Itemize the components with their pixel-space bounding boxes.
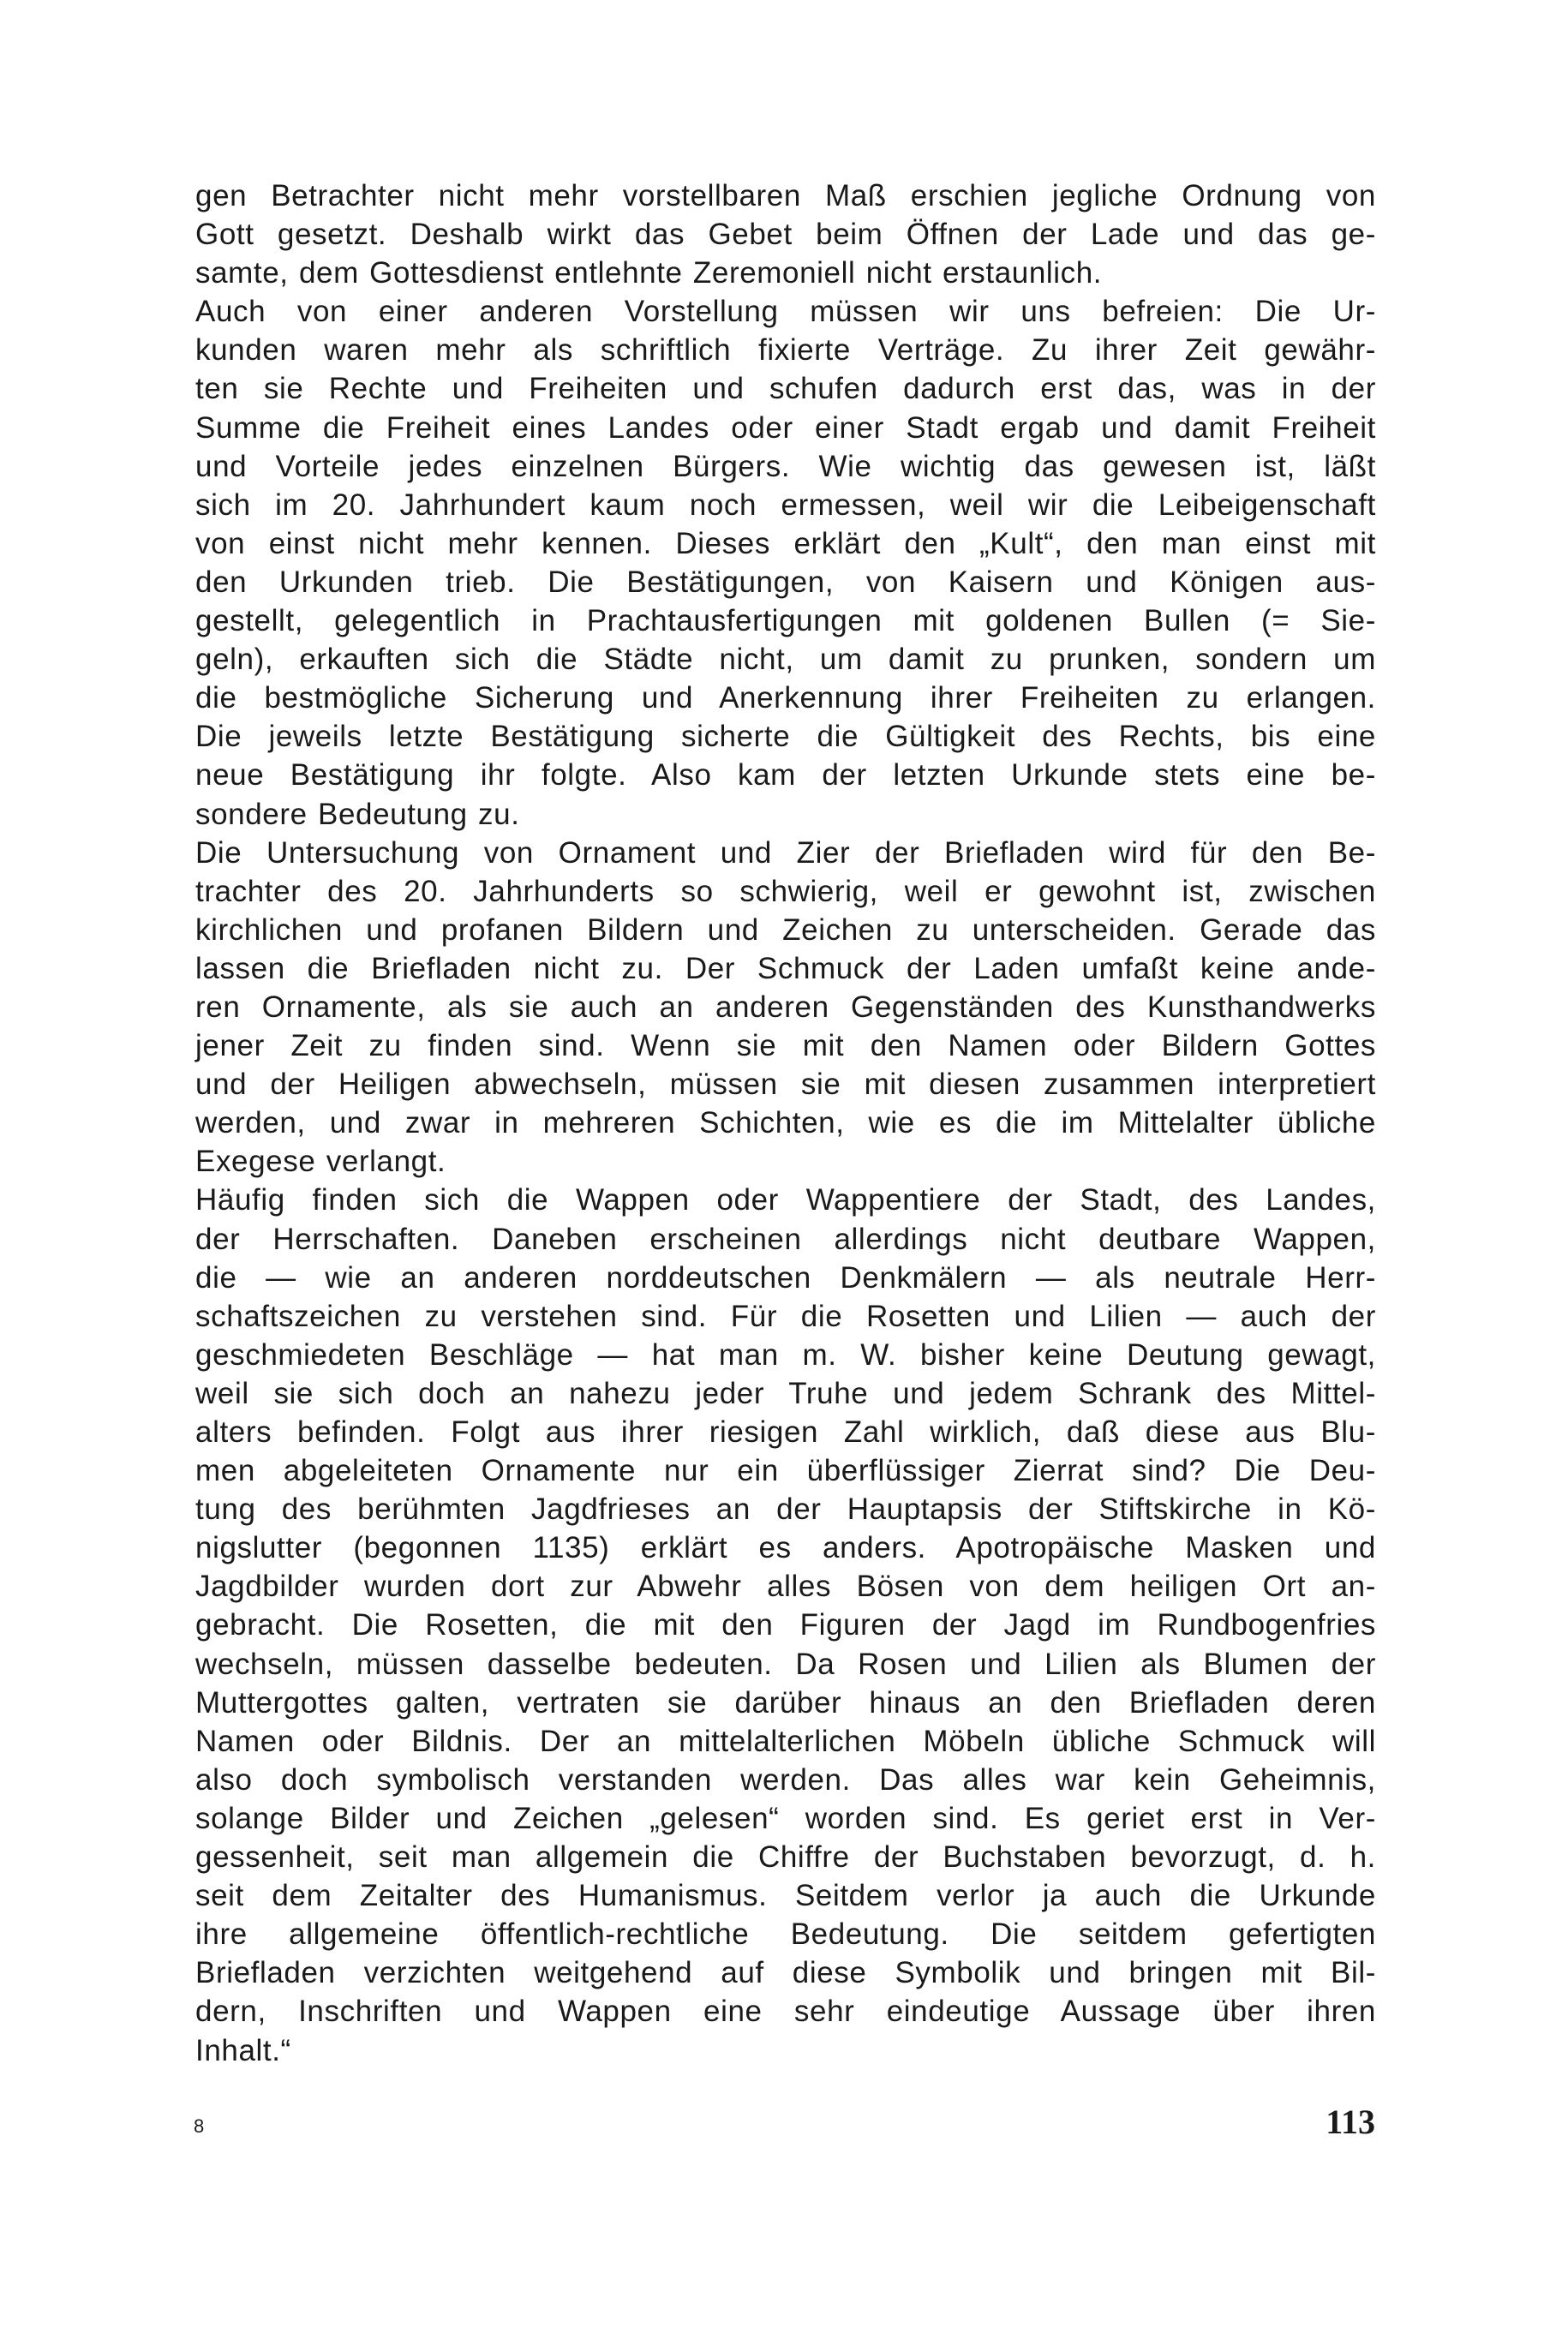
text-line: den Urkunden trieb. Die Bestätigungen, von Kaisern und Königen aus- <box>195 565 1376 599</box>
page-number: 113 <box>1326 2103 1375 2141</box>
text-line: weil sie sich doch an nahezu jeder Truhe und jedem Schrank des Mittel- <box>195 1376 1376 1410</box>
text-line: geschmiedeten Beschläge — hat man m. W. bisher keine Deutung gewagt, <box>195 1337 1376 1372</box>
text-line: Exegese verlangt. <box>195 1145 446 1179</box>
text-line: lassen die Briefladen nicht zu. Der Schmuck der Laden umfaßt keine ande- <box>195 951 1376 985</box>
text-line: also doch symbolisch verstanden werden. Das alles war kein Geheimnis, <box>195 1762 1376 1797</box>
text-line: gebracht. Die Rosetten, die mit den Figuren der Jagd im Rundbogenfries <box>195 1608 1376 1642</box>
text-line: sondere Bedeutung zu. <box>195 797 520 831</box>
text-line: Muttergottes galten, vertraten sie darüber hinaus an den Briefladen deren <box>195 1685 1376 1720</box>
signature-mark: 8 <box>194 2115 205 2137</box>
text-line: ihre allgemeine öffentlich-rechtliche Bedeutung. Die seitdem gefertigten <box>195 1917 1376 1952</box>
text-line: geln), erkauften sich die Städte nicht, um damit zu prunken, sondern um <box>195 643 1376 677</box>
text-line: der Herrschaften. Daneben erscheinen allerdings nicht deutbare Wappen, <box>195 1222 1376 1256</box>
text-line: ten sie Rechte und Freiheiten und schufen dadurch erst das, was in der <box>195 372 1376 406</box>
text-line: Namen oder Bildnis. Der an mittelalterlichen Möbeln übliche Schmuck will <box>195 1724 1376 1758</box>
text-line: samte, dem Gottesdienst entlehnte Zeremoniell nicht erstaunlich. <box>195 256 1103 290</box>
text-line: und Vorteile jedes einzelnen Bürgers. Wie wichtig das gewesen ist, läßt <box>195 449 1376 483</box>
text-line: trachter des 20. Jahrhunderts so schwierig, weil er gewohnt ist, zwischen <box>195 874 1376 908</box>
text-line: solange Bilder und Zeichen „gelesen“ worden sind. Es geriet erst in Ver- <box>195 1801 1376 1835</box>
text-line: sich im 20. Jahrhundert kaum noch ermessen, weil wir die Leibeigenschaft <box>195 488 1376 522</box>
text-line: die bestmögliche Sicherung und Anerkennung ihrer Freiheiten zu erlangen. <box>195 681 1376 715</box>
text-line: Inhalt.“ <box>195 2033 291 2067</box>
body-text <box>195 176 1376 2070</box>
text-line: nigslutter (begonnen 1135) erklärt es anders. Apotropäische Masken und <box>195 1531 1376 1565</box>
text-line: alters befinden. Folgt aus ihrer riesigen Zahl wirklich, daß diese aus Blu- <box>195 1415 1376 1449</box>
text-line: werden, und zwar in mehreren Schichten, wie es die im Mittelalter übliche <box>195 1106 1376 1140</box>
text-line: gen Betrachter nicht mehr vorstellbaren Maß erschien jegliche Ordnung von <box>195 179 1376 212</box>
text-line: Auch von einer anderen Vorstellung müssen wir uns befreien: Die Ur- <box>195 295 1376 329</box>
text-line: gessenheit, seit man allgemein die Chiffre der Buchstaben bevorzugt, d. h. <box>195 1840 1376 1875</box>
text-line: gestellt, gelegentlich in Prachtausfertigungen mit goldenen Bullen (= Sie- <box>195 604 1376 638</box>
text-line: kunden waren mehr als schriftlich fixierte Verträge. Zu ihrer Zeit gewähr- <box>195 333 1376 368</box>
text-line: Summe die Freiheit eines Landes oder einer Stadt ergab und damit Freiheit <box>195 410 1376 445</box>
text-line: seit dem Zeitalter des Humanismus. Seitdem verlor ja auch die Urkunde <box>195 1879 1376 1913</box>
text-line: wechseln, müssen dasselbe bedeuten. Da Rosen und Lilien als Blumen der <box>195 1647 1376 1681</box>
text-line: von einst nicht mehr kennen. Dieses erklärt den „Kult“, den man einst mit <box>195 526 1376 560</box>
text-line: tung des berühmten Jagdfrieses an der Hauptapsis der Stiftskirche in Kö- <box>195 1493 1376 1527</box>
text-line: kirchlichen und profanen Bildern und Zeichen zu unterscheiden. Gerade das <box>195 912 1376 947</box>
text-line: Die jeweils letzte Bestätigung sicherte die Gültigkeit des Rechts, bis eine <box>195 720 1376 754</box>
text-line: und der Heiligen abwechseln, müssen sie mit diesen zusammen interpretiert <box>195 1068 1376 1102</box>
text-line: jener Zeit zu finden sind. Wenn sie mit den Namen oder Bildern Gottes <box>195 1029 1376 1063</box>
text-line: Gott gesetzt. Deshalb wirkt das Gebet beim Öffnen der Lade und das ge- <box>195 218 1376 252</box>
text-line: men abgeleiteten Ornamente nur ein überflüssiger Zierrat sind? Die Deu- <box>195 1454 1376 1488</box>
text-line: Häufig finden sich die Wappen oder Wappentiere der Stadt, des Landes, <box>195 1183 1376 1217</box>
text-line: neue Bestätigung ihr folgte. Also kam der letzten Urkunde stets eine be- <box>195 758 1376 793</box>
text-line: Die Untersuchung von Ornament und Zier der Briefladen wird für den Be- <box>195 835 1376 870</box>
text-line: Briefladen verzichten weitgehend auf diese Symbolik und bringen mit Bil- <box>195 1956 1376 1990</box>
text-line: die — wie an anderen norddeutschen Denkmälern — als neutrale Herr- <box>195 1260 1376 1295</box>
text-line: schaftszeichen zu verstehen sind. Für die Rosetten und Lilien — auch der <box>195 1299 1376 1333</box>
text-line: ren Ornamente, als sie auch an anderen Gegenständen des Kunsthandwerks <box>195 990 1376 1024</box>
text-line: Jagdbilder wurden dort zur Abwehr alles Bösen von dem heiligen Ort an- <box>195 1570 1376 1604</box>
text-line: dern, Inschriften und Wappen eine sehr eindeutige Aussage über ihren <box>195 1995 1376 2029</box>
